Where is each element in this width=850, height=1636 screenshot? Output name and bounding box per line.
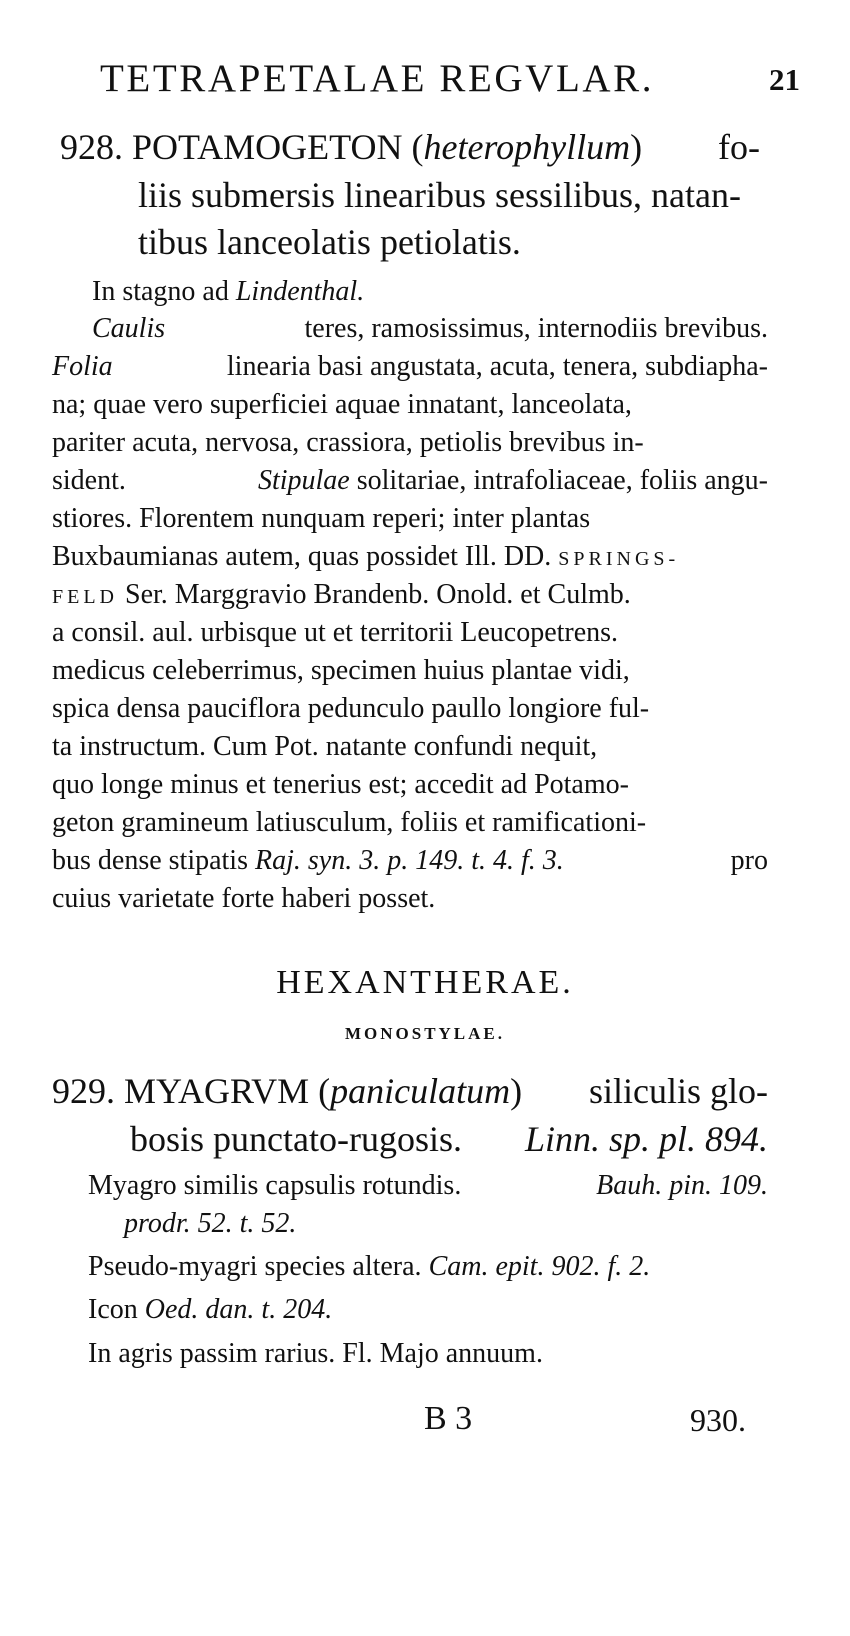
desc-text: Buxbaumianas autem, quas possidet Ill. DD.	[52, 541, 552, 572]
synonym-1	[88, 1170, 768, 1202]
entry-928-line-1: 928. POTAMOGETON (heterophyllum) fo-	[60, 127, 760, 167]
desc-line-14: geton gramineum latiusculum, foliis et ramificationi-	[52, 807, 647, 838]
desc-text: sident.	[52, 465, 126, 496]
entry-number: 929.	[52, 1071, 115, 1111]
synonym-text: Pseudo-myagri species altera.	[88, 1251, 422, 1282]
catchword: 930.	[690, 1402, 746, 1438]
citation: Cam. epit. 902. f. 2.	[428, 1251, 651, 1282]
desc-line-3: na; quae vero superficiei aquae innatant, lanceolata,	[52, 389, 632, 420]
desc-line-11: spica densa pauciflora pedunculo paullo longiore ful-	[52, 693, 650, 724]
desc-line-1	[92, 313, 768, 345]
desc-line-15	[52, 845, 768, 877]
desc-text: pro	[730, 845, 768, 876]
entry-text: siliculis glo-	[589, 1071, 768, 1111]
species-name: paniculatum	[330, 1071, 511, 1111]
entry-929-line-2	[130, 1118, 768, 1160]
species-name: heterophyllum	[423, 127, 631, 167]
synonym-3	[88, 1294, 332, 1326]
desc-text: teres, ramosissimus, internodiis brevibus.	[304, 313, 768, 344]
citation: prodr. 52. t. 52.	[124, 1208, 297, 1239]
running-title: TETRAPETALAE REGVLAR.	[100, 57, 655, 100]
desc-text: solitariae, intrafoliaceae, foliis angu-	[356, 465, 768, 496]
signature-mark: B 3	[424, 1400, 473, 1437]
entry-928-line-3: tibus lanceolatis petiolatis.	[138, 222, 521, 262]
section-subtitle: MONOSTYLAE.	[344, 1024, 506, 1043]
entry-number: 928.	[60, 127, 123, 167]
desc-line-4: pariter acuta, nervosa, crassiora, petiolis brevibus in-	[52, 427, 644, 458]
desc-line-2	[52, 351, 768, 383]
folia-label: Folia	[52, 351, 113, 382]
section-title: HEXANTHERAE.	[276, 964, 574, 1001]
synonym-1-cont	[124, 1208, 296, 1240]
desc-line-9: a consil. aul. urbisque ut et territorii Leucopetrens.	[52, 617, 619, 648]
desc-text: Ser. Marggravio Brandenb. Onold. et Culmb.	[125, 579, 631, 610]
genus-name: POTAMOGETON	[132, 127, 403, 167]
person-name: SPRINGS-	[558, 548, 680, 570]
desc-line-7	[52, 541, 679, 573]
desc-line-16: cuius varietate forte haberi posset.	[52, 883, 436, 914]
citation: Linn. sp. pl. 894.	[524, 1119, 768, 1159]
entry-929-line-1: 929. MYAGRVM (paniculatum) siliculis glo-	[52, 1071, 768, 1111]
desc-text: bus dense stipatis	[52, 845, 248, 876]
desc-text: linearia basi angustata, acuta, tenera, subdiapha-	[226, 351, 768, 382]
desc-line-12: ta instructum. Cum Pot. natante confundi nequit,	[52, 731, 598, 762]
desc-line-10: medicus celeberrimus, specimen huius plantae vidi,	[52, 655, 630, 686]
running-header	[100, 56, 800, 106]
caulis-label: Caulis	[92, 313, 166, 344]
entry-928-line-2: liis submersis linearibus sessilibus, natan-	[138, 175, 741, 215]
desc-line-13: quo longe minus et tenerius est; accedit ad Potamo-	[52, 769, 629, 800]
synonym-text: Icon	[88, 1294, 138, 1325]
desc-line-5	[52, 465, 768, 497]
habitat-929: In agris passim rarius. Fl. Majo annuum.	[88, 1338, 543, 1369]
habitat-928	[92, 276, 364, 308]
synonym-text: Myagro similis capsulis rotundis.	[88, 1170, 462, 1201]
stipulae-label: Stipulae	[257, 465, 350, 496]
person-name-cont: FELD	[52, 586, 118, 608]
desc-line-6: stiores. Florentem nunquam reperi; inter plantas	[52, 503, 591, 534]
citation: Raj. syn. 3. p. 149. t. 4. f. 3.	[255, 845, 564, 876]
synonym-2	[88, 1251, 650, 1283]
desc-line-8	[52, 579, 631, 611]
genus-name: MYAGRVM	[124, 1071, 310, 1111]
habitat-text: In stagno ad	[92, 276, 236, 307]
entry-text: bosis punctato-rugosis.	[130, 1119, 462, 1159]
page-number: 21	[769, 62, 800, 97]
citation: Bauh. pin. 109.	[596, 1170, 768, 1201]
habitat-place: Lindenthal.	[235, 276, 365, 307]
citation: Oed. dan. t. 204.	[144, 1294, 333, 1325]
entry-text: fo-	[718, 127, 760, 167]
